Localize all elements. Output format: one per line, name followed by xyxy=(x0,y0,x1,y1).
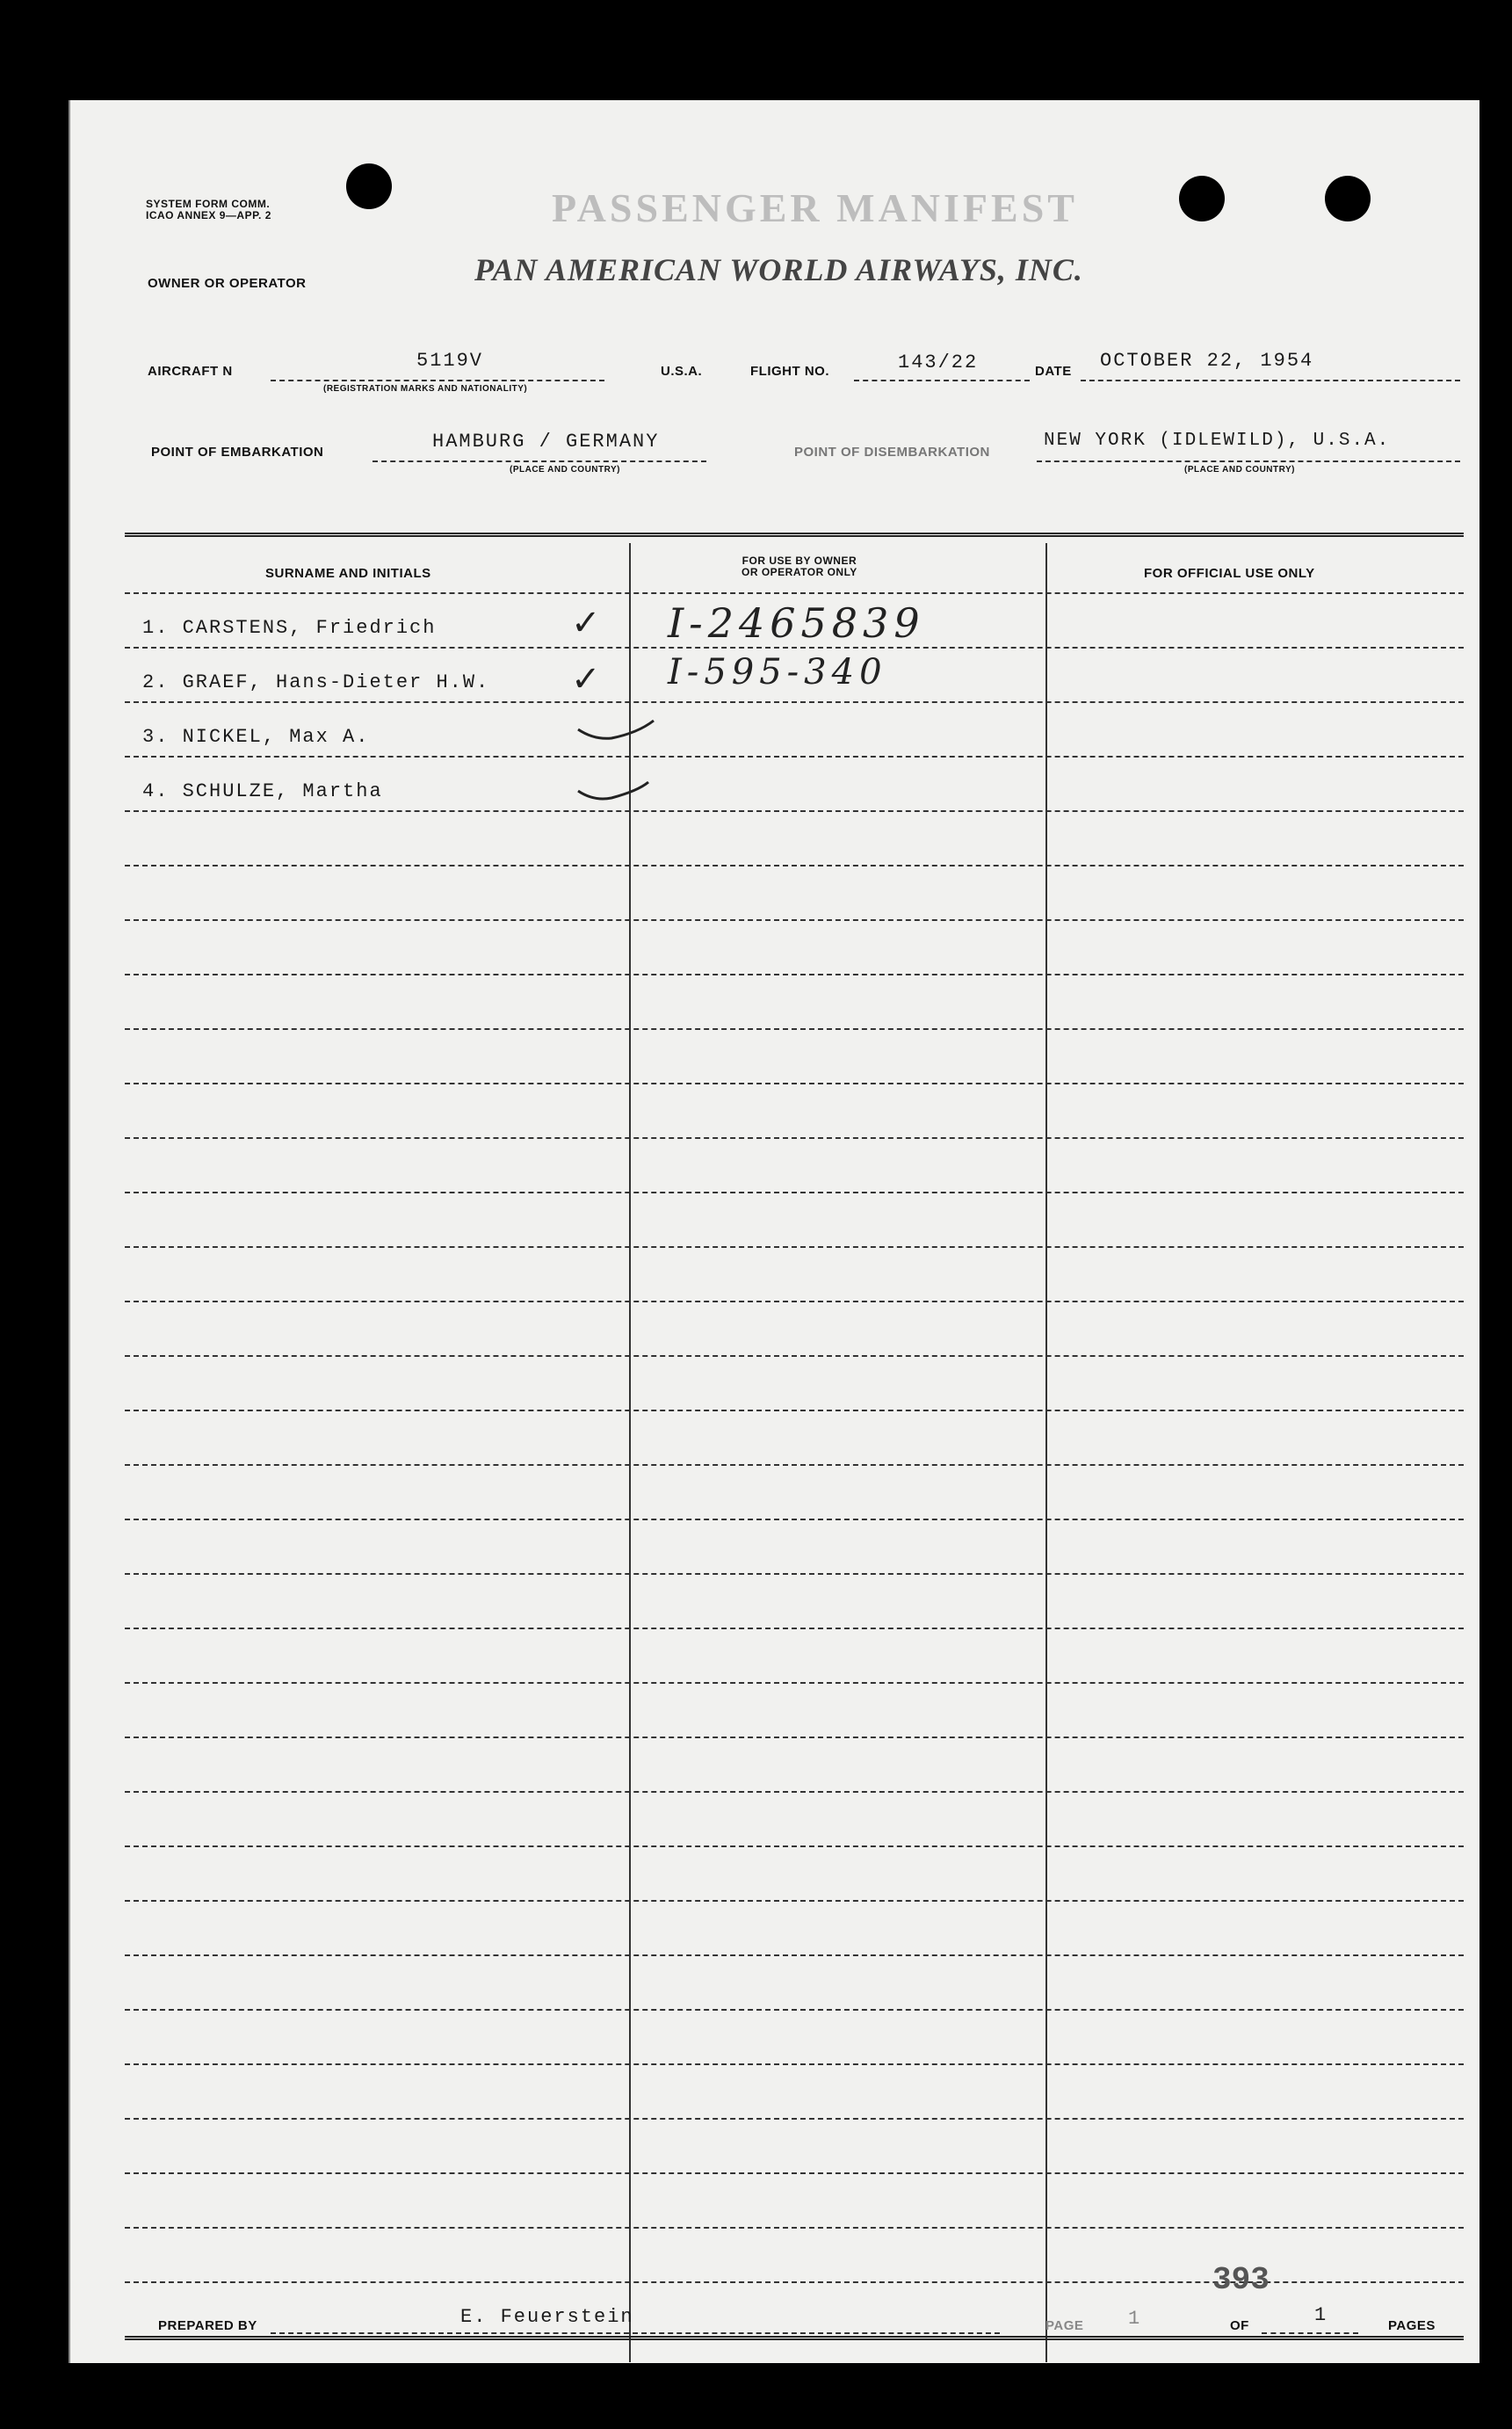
disembark-sub-label: (PLACE AND COUNTRY) xyxy=(1184,465,1295,475)
prepared-value: E. Feuerstein xyxy=(460,2306,634,2328)
row-rule xyxy=(125,1246,1464,1248)
row-rule xyxy=(125,1083,1464,1084)
passenger-number: 4. xyxy=(142,780,170,802)
passenger-row xyxy=(142,726,369,748)
owner-note: I-595-340 xyxy=(668,652,887,692)
row-rule xyxy=(125,2227,1464,2229)
disembark-label: POINT OF DISEMBARKATION xyxy=(794,445,990,460)
row-rule xyxy=(125,2009,1464,2011)
passenger-row xyxy=(142,671,489,693)
row-rule xyxy=(125,1628,1464,1629)
company-name: PAN AMERICAN WORLD AIRWAYS, INC. xyxy=(474,252,1083,287)
row-rule xyxy=(125,1737,1464,1738)
page-title: PASSENGER MANIFEST xyxy=(552,185,1078,230)
row-rule xyxy=(125,1682,1464,1684)
row-rule xyxy=(125,1464,1464,1466)
embarkation-value: HAMBURG / GERMANY xyxy=(432,431,660,453)
disembark-line xyxy=(1037,460,1460,462)
punch-hole-right-1 xyxy=(1179,176,1225,221)
row-rule xyxy=(125,701,1464,703)
row-rule xyxy=(125,919,1464,921)
row-rule xyxy=(125,974,1464,975)
punch-hole-left xyxy=(346,163,392,209)
embarkation-sub-label: (PLACE AND COUNTRY) xyxy=(510,465,620,475)
of-line xyxy=(1262,2332,1358,2334)
row-rule xyxy=(125,1791,1464,1793)
date-label: DATE xyxy=(1035,364,1072,379)
passenger-name: NICKEL, Max A. xyxy=(182,726,370,748)
date-value: OCTOBER 22, 1954 xyxy=(1100,350,1314,372)
check-mark-icon: ✓ xyxy=(571,659,601,700)
row-rule xyxy=(125,1355,1464,1357)
row-rule xyxy=(125,1845,1464,1847)
prepared-label: PREPARED BY xyxy=(158,2318,257,2333)
embarkation-line xyxy=(373,460,706,462)
prepared-line xyxy=(271,2332,1000,2334)
passenger-name: GRAEF, Hans-Dieter H.W. xyxy=(182,671,490,693)
owner-note: I-2465839 xyxy=(668,599,925,647)
page-value: 1 xyxy=(1128,2308,1142,2330)
column-header-owner xyxy=(742,555,857,578)
aircraft-sub-label: (REGISTRATION MARKS AND NATIONALITY) xyxy=(323,384,528,394)
check-mark-icon: ✓ xyxy=(571,603,601,643)
row-rule xyxy=(125,2063,1464,2065)
row-rule xyxy=(125,1519,1464,1520)
form-ref xyxy=(146,199,271,221)
punch-hole-right-2 xyxy=(1325,176,1371,221)
passenger-number: 2. xyxy=(142,671,170,693)
stamp-number: 393 xyxy=(1212,2262,1270,2298)
row-rule xyxy=(125,2118,1464,2120)
passenger-row xyxy=(142,617,436,639)
aircraft-country: U.S.A. xyxy=(661,364,703,379)
row-rule xyxy=(125,1410,1464,1411)
check-mark-icon xyxy=(576,694,655,817)
row-rule xyxy=(125,1954,1464,1956)
passenger-number: 1. xyxy=(142,617,170,639)
column-header-name: SURNAME AND INITIALS xyxy=(265,566,431,581)
row-rule xyxy=(125,1900,1464,1902)
row-rule xyxy=(125,1301,1464,1302)
owner-column-line2: OR OPERATOR ONLY xyxy=(742,566,857,578)
aircraft-line xyxy=(271,380,604,381)
date-line xyxy=(1081,380,1460,381)
of-label: OF xyxy=(1230,2318,1249,2333)
row-rule xyxy=(125,756,1464,758)
row-rule xyxy=(125,1137,1464,1139)
flight-value: 143/22 xyxy=(898,352,979,373)
column-divider-2 xyxy=(1045,543,1047,2362)
passenger-name: SCHULZE, Martha xyxy=(182,780,383,802)
flight-label: FLIGHT NO. xyxy=(750,364,829,379)
aircraft-label: AIRCRAFT N xyxy=(148,364,233,379)
manifest-sheet xyxy=(69,100,1479,2363)
row-rule xyxy=(125,2172,1464,2174)
row-rule xyxy=(125,1028,1464,1030)
flight-line xyxy=(854,380,1030,381)
row-rule xyxy=(125,1192,1464,1193)
owner-column-line1: FOR USE BY OWNER xyxy=(742,555,857,567)
row-rule xyxy=(125,647,1464,649)
aircraft-value: 5119V xyxy=(416,350,484,372)
embarkation-label: POINT OF EMBARKATION xyxy=(151,445,324,460)
pages-label: PAGES xyxy=(1388,2318,1436,2333)
form-ref-line2: ICAO ANNEX 9—APP. 2 xyxy=(146,209,271,221)
row-rule xyxy=(125,865,1464,866)
disembark-value: NEW YORK (IDLEWILD), U.S.A. xyxy=(1044,431,1391,451)
passenger-number: 3. xyxy=(142,726,170,748)
table-top-rule xyxy=(125,533,1464,537)
passenger-name: CARSTENS, Friedrich xyxy=(182,617,437,639)
form-ref-line1: SYSTEM FORM COMM. xyxy=(146,198,271,210)
of-value: 1 xyxy=(1314,2304,1328,2326)
page-label: PAGE xyxy=(1045,2318,1084,2333)
passenger-row xyxy=(142,780,383,802)
row-rule xyxy=(125,592,1464,594)
owner-label: OWNER OR OPERATOR xyxy=(148,276,307,291)
table-bottom-rule xyxy=(125,2336,1464,2340)
row-rule xyxy=(125,1573,1464,1575)
row-rule xyxy=(125,810,1464,812)
column-header-official: FOR OFFICIAL USE ONLY xyxy=(1144,566,1315,581)
